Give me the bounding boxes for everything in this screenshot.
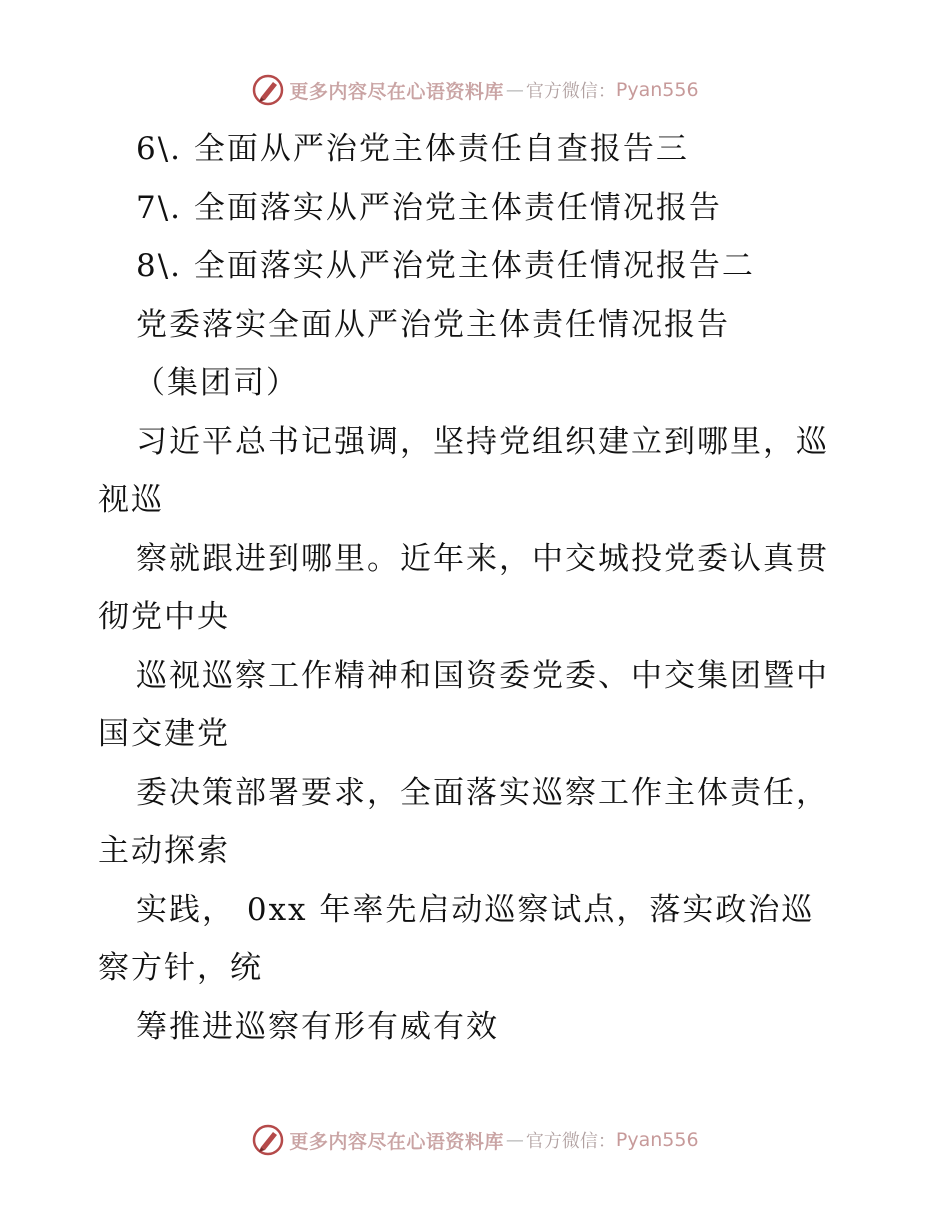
text-line: 巡视巡察工作精神和国资委党委、中交集团暨中 [136,657,829,694]
watermark-label: 官方微信： [525,81,616,102]
pen-logo-icon [251,73,285,107]
watermark-separator: — [505,79,524,101]
text-line: 委决策部署要求，全面落实巡察工作主体责任， [136,774,829,811]
text-line: 察方针，统 [98,950,263,986]
text-line: 筹推进巡察有形有威有效 [136,1008,499,1045]
text-line: 视巡 [98,482,164,518]
header-watermark [0,70,950,110]
watermark-label: 官方微信： [525,1131,616,1152]
watermark-handle: Pyan556 [615,79,699,101]
text-line: 实践， 0xx 年率先启动巡察试点，落实政治巡 [136,891,815,928]
text-line: 8\. 全面落实从严治党主体责任情况报告二 [136,248,755,284]
text-line: 习近平总书记强调，坚持党组织建立到哪里，巡 [136,423,829,460]
watermark-brand: 更多内容尽在心语资料库 [289,80,504,103]
text-line: 主动探索 [98,833,230,869]
watermark-separator: — [505,1129,524,1151]
text-line: 国交建党 [98,716,230,752]
document-title: 党委落实全面从严治党主体责任情况报告 [136,306,730,343]
footer-watermark [0,1120,950,1160]
text-line: 7\. 全面落实从严治党主体责任情况报告 [136,189,722,226]
text-line: 察就跟进到哪里。近年来，中交城投党委认真贯 [136,540,829,577]
text-line: 彻党中央 [98,599,230,635]
watermark-brand: 更多内容尽在心语资料库 [289,1130,504,1153]
watermark-handle: Pyan556 [615,1129,699,1151]
document-subtitle: （集团司） [134,365,299,401]
document-body [98,120,858,1056]
text-line: 6\. 全面从严治党主体责任自查报告三 [136,131,689,167]
pen-logo-icon [251,1123,285,1157]
